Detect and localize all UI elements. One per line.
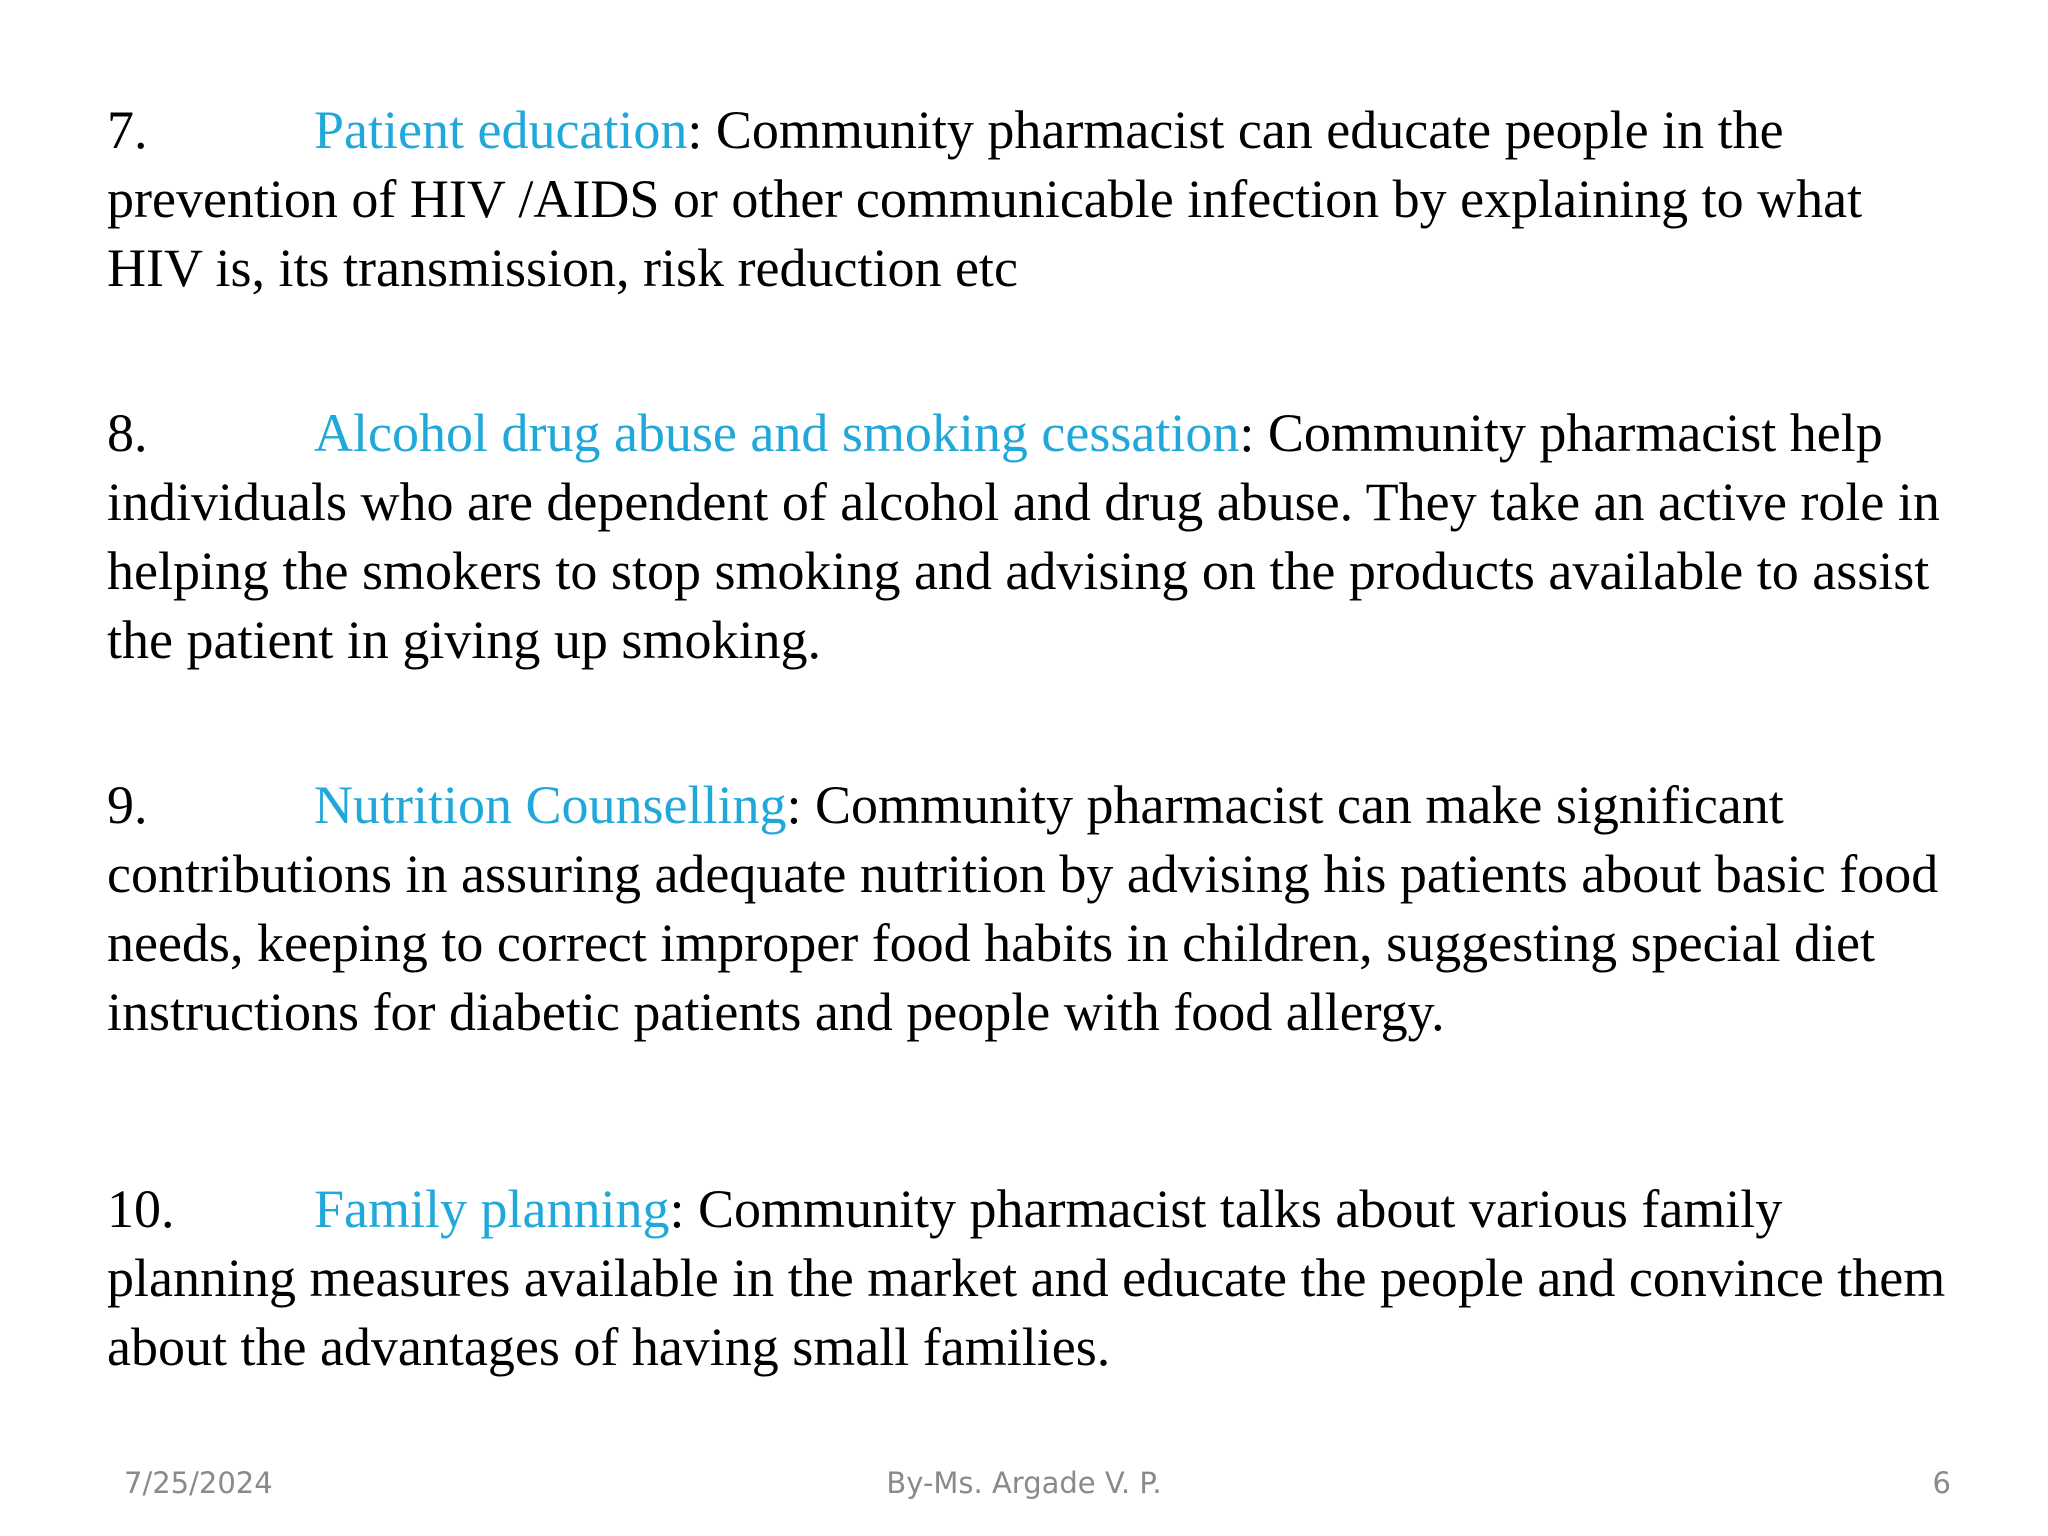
list-item bbox=[107, 771, 1947, 1047]
footer-date: 7/25/2024 bbox=[124, 1466, 273, 1500]
item-number: 7. bbox=[107, 100, 148, 160]
list-item bbox=[107, 1175, 1947, 1382]
item-text: : Community pharmacist can make significant contributions in assuring adequate nutrition by advising his patients about basic food needs, keeping to correct improper food habits in children, suggesting special diet instructions for diabetic patients and people with food allergy. bbox=[107, 775, 1939, 1042]
slide-number: 6 bbox=[1932, 1466, 1951, 1500]
item-number: 8. bbox=[107, 403, 148, 463]
item-term: Nutrition Counselling bbox=[314, 775, 787, 835]
footer-author: By-Ms. Argade V. P. bbox=[886, 1466, 1162, 1500]
slide-body bbox=[107, 96, 1947, 1382]
item-term: Alcohol drug abuse and smoking cessation bbox=[314, 403, 1240, 463]
item-number: 9. bbox=[107, 775, 148, 835]
item-text: : Community pharmacist help individuals who are dependent of alcohol and drug abuse. They take an active role in helping the smokers to stop smoking and advising on the products available to assist the patient in giving up smoking. bbox=[107, 403, 1940, 670]
item-text: : Community pharmacist can educate people in the prevention of HIV /AIDS or other communicable infection by explaining to what HIV is, its transmission, risk reduction etc bbox=[107, 100, 1863, 298]
item-term: Family planning bbox=[314, 1179, 670, 1239]
list-item bbox=[107, 399, 1947, 675]
list-item bbox=[107, 96, 1947, 303]
item-text: : Community pharmacist talks about various family planning measures available in the market and educate the people and convince them about the advantages of having small families. bbox=[107, 1179, 1946, 1377]
item-term: Patient education bbox=[314, 100, 688, 160]
item-number: 10. bbox=[107, 1179, 175, 1239]
